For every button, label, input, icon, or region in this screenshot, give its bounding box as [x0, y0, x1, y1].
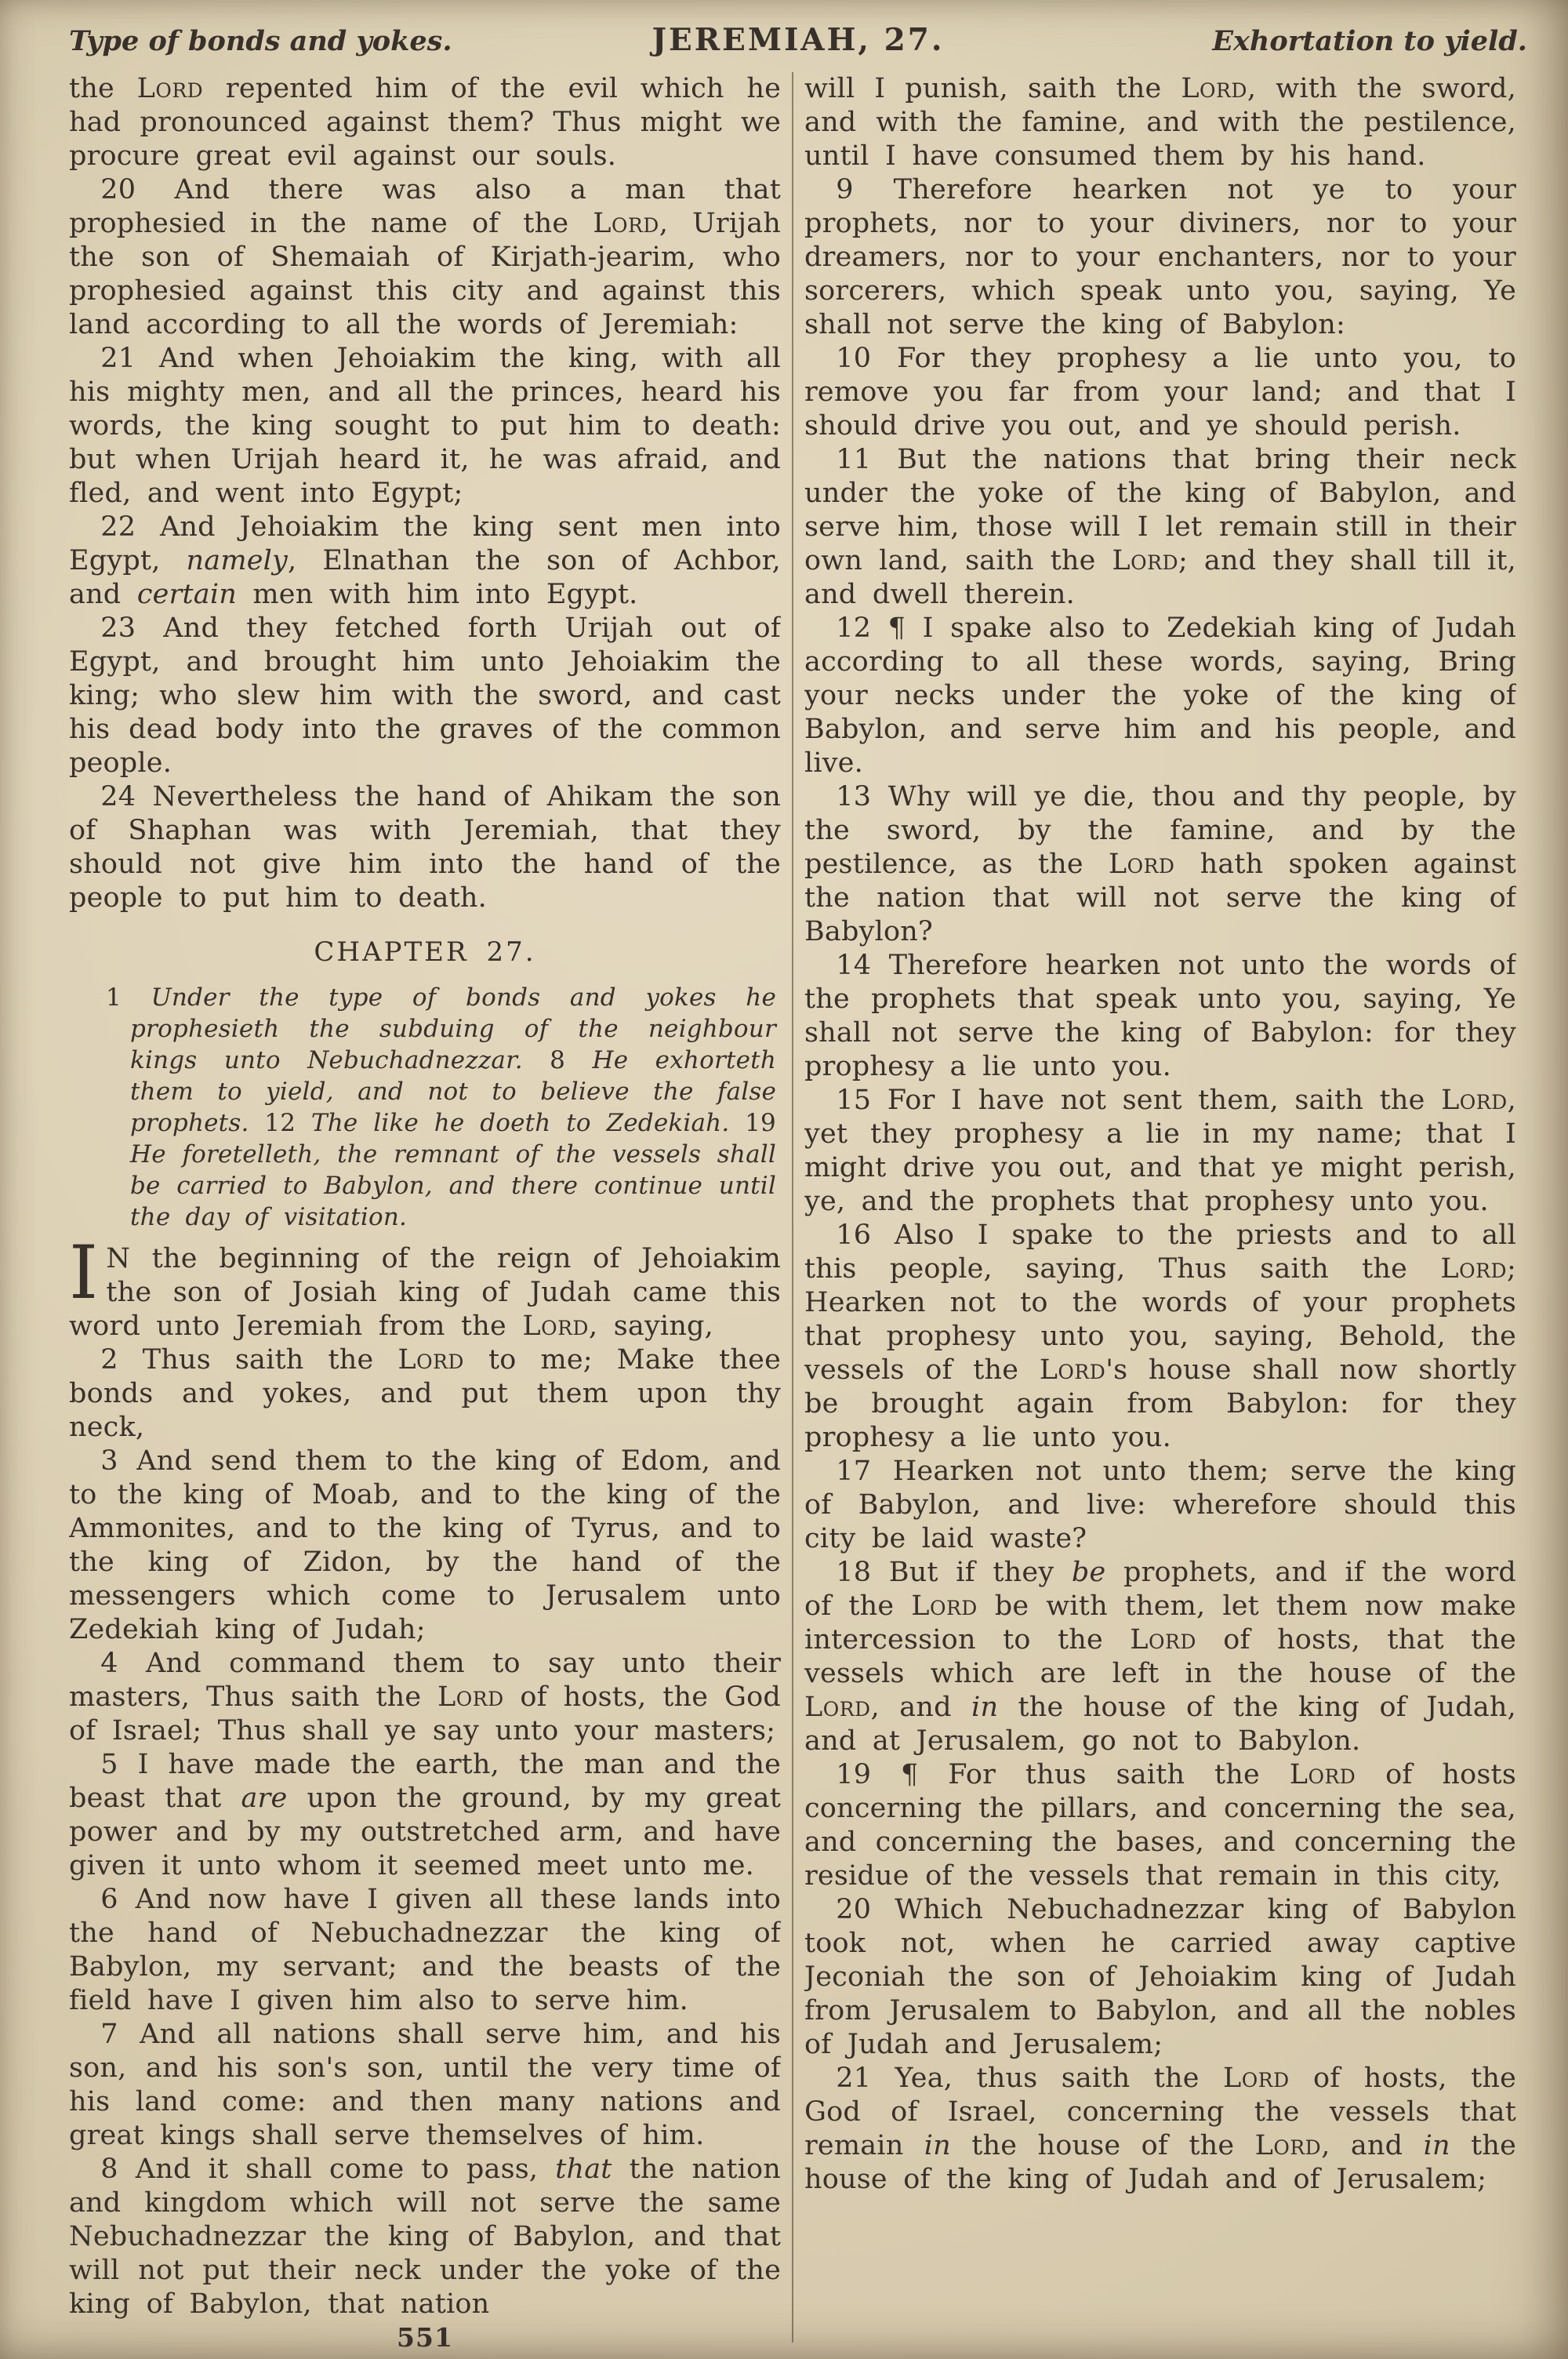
text-columns	[69, 72, 1527, 2343]
lord-smallcaps: Lord	[1289, 1759, 1356, 1790]
italic-word: in	[1423, 2130, 1450, 2161]
verse-paragraph: 8 And it shall come to pass, that the nation and kingdom which will not serve the same Nebuchadnezzar the king of Babylon, and that will not put their neck under the yoke of the king of Babylon, that nation	[69, 2154, 781, 2320]
left-column	[69, 72, 781, 2343]
verse-paragraph: 16 Also I spake to the priests and to all this people, saying, Thus saith the Lord; Hearken not to the words of your prophets that prophesy unto you, saying, Behold, the vessels of the Lord's house shall now shortly be brought again from Babylon: for they prophesy a lie unto you.	[804, 1219, 1516, 1453]
verse-paragraph: 19 ¶ For thus saith the Lord of hosts concerning the pillars, and concerning the sea, and concerning the bases, and concerning the residue of the vessels that remain in this city,	[804, 1759, 1516, 1892]
italic-word: in	[924, 2130, 951, 2161]
verse-paragraph: 11 But the nations that bring their neck under the yoke of the king of Babylon, and serve him, those will I let remain still in their own land, saith the Lord; and they shall till it, and dwell therein.	[804, 444, 1516, 610]
verse-paragraph: 2 Thus saith the Lord to me; Make thee bonds and yokes, and put them upon thy neck,	[69, 1344, 781, 1443]
verse-paragraph: 5 I have made the earth, the man and the beast that are upon the ground, by my great power and by my outstretched arm, and have given it unto whom it seemed meet unto me.	[69, 1749, 781, 1881]
lord-smallcaps: Lord	[437, 1681, 504, 1713]
lord-smallcaps: Lord	[397, 1344, 464, 1376]
verse-paragraph: 20 Which Nebuchadnezzar king of Babylon took not, when he carried away captive Jeconiah the son of Jehoiakim king of Judah from Jerusalem to Babylon, and all the nobles of Judah and Jerusalem;	[804, 1894, 1516, 2060]
header-center-title: JEREMIAH, 27.	[652, 22, 945, 58]
italic-word: be	[1071, 1557, 1106, 1588]
verse-paragraph: 14 Therefore hearken not unto the words of the prophets that speak unto you, saying, Ye shall not serve the king of Babylon: for they prophesy a lie unto you.	[804, 950, 1516, 1082]
verse-paragraph: 24 Nevertheless the hand of Ahikam the son of Shaphan was with Jeremiah, that they should not give him into the hand of the people to put him to death.	[69, 781, 781, 914]
right-column	[804, 72, 1516, 2343]
verse-paragraph: 22 And Jehoiakim the king sent men into Egypt, namely, Elnathan the son of Achbor, and certain men with him into Egypt.	[69, 511, 781, 610]
verse-paragraph: 13 Why will ye die, thou and thy people, by the sword, by the famine, and by the pestilence, as the Lord hath spoken against the nation that will not serve the king of Babylon?	[804, 781, 1516, 947]
header-right-title: Exhortation to yield.	[1212, 25, 1527, 57]
italic-word: in	[971, 1692, 999, 1723]
drop-cap-initial: I	[69, 1230, 99, 1316]
italic-word: He exhorteth them to yield, and not to believe the false prophets.	[130, 1046, 776, 1137]
verse-paragraph: 15 For I have not sent them, saith the Lord, yet they prophesy a lie in my name; that I might drive you out, and that ye might perish, ye, and the prophets that prophesy unto you.	[804, 1085, 1516, 1217]
lord-smallcaps: Lord	[136, 73, 204, 104]
lord-smallcaps: Lord	[804, 1692, 871, 1723]
verse-paragraph: the Lord repented him of the evil which he had pronounced against them? Thus might we procure great evil against our souls.	[69, 73, 781, 172]
verse-paragraph: 10 For they prophesy a lie unto you, to remove you far from your land; and that I should drive you out, and ye should perish.	[804, 343, 1516, 442]
chapter-summary: 1 Under the type of bonds and yokes he prophesieth the subduing of the neighbour kings unto Nebuchadnezzar. 8 He exhorteth them to yield, and not to believe the false prophets. 12 The like he doeth to Zedekiah. 19 He foretelleth, the remnant of the vessels shall be carried to Babylon, and there continue until the day of visitation.	[106, 983, 777, 1231]
lord-smallcaps: Lord	[522, 1310, 589, 1342]
verse-paragraph: 21 And when Jehoiakim the king, with all his mighty men, and all the princes, heard his words, the king sought to put him to death: but when Urijah heard it, he was afraid, and fled, and went into Egypt;	[69, 343, 781, 509]
italic-word: Under the type of bonds and yokes he prophesieth the subduing of the neighbour kings unto Nebuchadnezzar.	[130, 983, 777, 1074]
verse-paragraph: 3 And send them to the king of Edom, and to the king of Moab, and to the king of the Ammonites, and to the king of Tyrus, and to the king of Zidon, by the hand of the messengers which come to Jerusalem unto Zedekiah king of Judah;	[69, 1445, 781, 1645]
verse-paragraph: 20 And there was also a man that prophesied in the name of the Lord, Urijah the son of Shemaiah of Kirjath-jearim, who prophesied against this city and against this land according to all the words of Jeremiah:	[69, 174, 781, 340]
page-number: 551	[397, 2322, 453, 2353]
verse-paragraph: 23 And they fetched forth Urijah out of Egypt, and brought him unto Jehoiakim the king; who slew him with the sword, and cast his dead body into the graves of the common people.	[69, 612, 781, 779]
lord-smallcaps: Lord	[593, 208, 659, 239]
verse-paragraph: I N the beginning of the reign of Jehoiakim the son of Josiah king of Judah came this word unto Jeremiah from the Lord, saying,	[69, 1230, 781, 1342]
lord-smallcaps: Lord	[1108, 849, 1175, 880]
verse-paragraph: 6 And now have I given all these lands into the hand of Nebuchadnezzar the king of Babylon, my servant; and the beasts of the field have I given him also to serve him.	[69, 1884, 781, 2016]
italic-word: are	[241, 1783, 288, 1814]
verse-paragraph: 4 And command them to say unto their masters, Thus saith the Lord of hosts, the God of Israel; Thus shall ye say unto your masters;	[69, 1648, 781, 1747]
chapter-heading: CHAPTER 27.	[314, 936, 536, 968]
verse-paragraph: 12 ¶ I spake also to Zedekiah king of Judah according to all these words, saying, Bring your necks under the yoke of the king of Babylon, and serve him and his people, and live.	[804, 612, 1516, 779]
lord-smallcaps: Lord	[1039, 1354, 1106, 1386]
lord-smallcaps: Lord	[911, 1590, 978, 1622]
italic-word: The like he doeth to Zedekiah.	[310, 1109, 730, 1137]
italic-word: that	[555, 2154, 612, 2185]
verse-paragraph: will I punish, saith the Lord, with the sword, and with the famine, and with the pestilence, until I have consumed them by his hand.	[804, 73, 1516, 172]
lord-smallcaps: Lord	[1112, 545, 1179, 576]
header-left-title: Type of bonds and yokes.	[69, 25, 452, 57]
verse-paragraph: 18 But if they be prophets, and if the word of the Lord be with them, let them now make intercession to the Lord of hosts, that the vessels which are left in the house of the Lord, and in the house of the king of Judah, and at Jerusalem, go not to Babylon.	[804, 1557, 1516, 1757]
verse-paragraph: 9 Therefore hearken not ye to your prophets, nor to your diviners, nor to your dreamers, nor to your enchanters, nor to your sorcerers, which speak unto you, saying, Ye shall not serve the king of Babylon:	[804, 174, 1516, 340]
lord-smallcaps: Lord	[1441, 1085, 1508, 1116]
column-divider-rule	[792, 72, 793, 2343]
running-header	[69, 22, 1527, 58]
lord-smallcaps: Lord	[1440, 1253, 1507, 1285]
lord-smallcaps: Lord	[1223, 2063, 1290, 2094]
italic-word: He foretelleth, the remnant of the vessels shall be carried to Babylon, and there continue until the day of visitation.	[130, 1140, 776, 1231]
lord-smallcaps: Lord	[1130, 1624, 1196, 1656]
verse-paragraph: 17 Hearken not unto them; serve the king of Babylon, and live: wherefore should this city be laid waste?	[804, 1456, 1516, 1554]
verse-paragraph: 21 Yea, thus saith the Lord of hosts, the God of Israel, concerning the vessels that remain in the house of the Lord, and in the house of the king of Judah and of Jerusalem;	[804, 2063, 1516, 2195]
italic-word: certain	[136, 579, 237, 610]
lord-smallcaps: Lord	[1181, 73, 1247, 104]
lord-smallcaps: Lord	[1254, 2130, 1322, 2161]
italic-word: namely	[186, 545, 289, 576]
verse-paragraph: 7 And all nations shall serve him, and his son, and his son's son, until the very time of his land come: and then many nations and great kings shall serve themselves of him.	[69, 2019, 781, 2151]
